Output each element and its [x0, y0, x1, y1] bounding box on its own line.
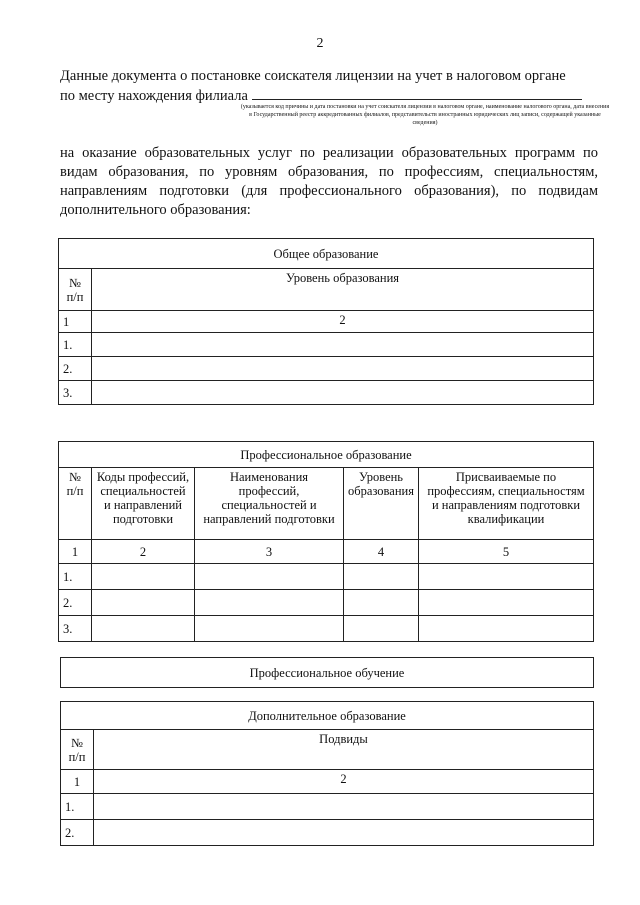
- professional-col-num: № п/п: [59, 468, 92, 540]
- intro-line-2: [60, 85, 600, 105]
- professional-index-4: 4: [344, 540, 419, 564]
- table-cell[interactable]: [419, 564, 594, 590]
- professional-col-names: Наименования профессий, специальностей и направлений подготовки: [195, 468, 344, 540]
- table-cell[interactable]: [344, 616, 419, 642]
- table-row: 3.: [59, 616, 92, 642]
- professional-index-3: 3: [195, 540, 344, 564]
- table-row: 1.: [59, 564, 92, 590]
- table-cell[interactable]: [92, 590, 195, 616]
- general-education-title: Общее образование: [59, 239, 594, 269]
- table-cell[interactable]: [195, 564, 344, 590]
- table-row: 1.: [61, 794, 94, 820]
- table-row: 1.: [59, 333, 92, 357]
- professional-training-table: [60, 657, 594, 688]
- table-cell[interactable]: [92, 357, 594, 381]
- additional-index-1: 1: [61, 770, 94, 794]
- professional-col-codes: Коды профессий, специальностей и направлений подготовки: [92, 468, 195, 540]
- table-cell[interactable]: [344, 564, 419, 590]
- branch-tax-field[interactable]: [252, 85, 582, 100]
- intro-line-1: Данные документа о постановке соискателя лицензии на учет в налоговом органе: [60, 68, 566, 84]
- table-cell[interactable]: [94, 820, 594, 846]
- professional-education-table: [58, 441, 594, 642]
- professional-education-title: Профессиональное образование: [59, 442, 594, 468]
- professional-training-title: Профессиональное обучение: [61, 658, 594, 688]
- table-row: 3.: [59, 381, 92, 405]
- table-row: 2.: [61, 820, 94, 846]
- general-col-num: № п/п: [59, 269, 92, 311]
- table-cell[interactable]: [92, 333, 594, 357]
- professional-index-1: 1: [59, 540, 92, 564]
- table-cell[interactable]: [195, 590, 344, 616]
- additional-education-table: [60, 701, 594, 846]
- table-cell[interactable]: [92, 616, 195, 642]
- table-cell[interactable]: [92, 564, 195, 590]
- professional-index-5: 5: [419, 540, 594, 564]
- general-index-2: 2: [92, 311, 594, 333]
- services-paragraph: на оказание образовательных услуг по реализации образовательных программ по видам образования, по уровням образования, по профессиям, специальностям, направлениям подготовки (для профессионального образования), по подвидам дополнительного образования:: [60, 145, 598, 218]
- additional-col-subtypes: Подвиды: [94, 730, 594, 770]
- additional-index-2: 2: [94, 770, 594, 794]
- intro-note: (указывается код причины и дата постановки на учет соискателя лицензии в налоговом органе, наименование налогового органа, дата внесения в Государственный реестр аккредитованных филиалов, представительств иностранных юридических лиц записи, содержащей указанные сведения): [240, 104, 610, 126]
- table-cell[interactable]: [344, 590, 419, 616]
- table-row: 2.: [59, 590, 92, 616]
- table-cell[interactable]: [195, 616, 344, 642]
- table-cell[interactable]: [419, 616, 594, 642]
- additional-col-num: № п/п: [61, 730, 94, 770]
- page-number: 2: [316, 36, 324, 51]
- additional-education-title: Дополнительное образование: [61, 702, 594, 730]
- table-cell[interactable]: [94, 794, 594, 820]
- table-cell[interactable]: [92, 381, 594, 405]
- intro-line-2-text: по месту нахождения филиала: [60, 88, 248, 104]
- professional-index-2: 2: [92, 540, 195, 564]
- professional-col-qualification: Присваиваемые по профессиям, специальностям и направлениям подготовки квалификации: [419, 468, 594, 540]
- table-cell[interactable]: [419, 590, 594, 616]
- general-col-level: Уровень образования: [92, 269, 594, 311]
- general-education-table: [58, 238, 594, 405]
- table-row: 2.: [59, 357, 92, 381]
- general-index-1: 1: [59, 311, 92, 333]
- intro-text: [60, 68, 600, 105]
- professional-col-level: Уровень образования: [344, 468, 419, 540]
